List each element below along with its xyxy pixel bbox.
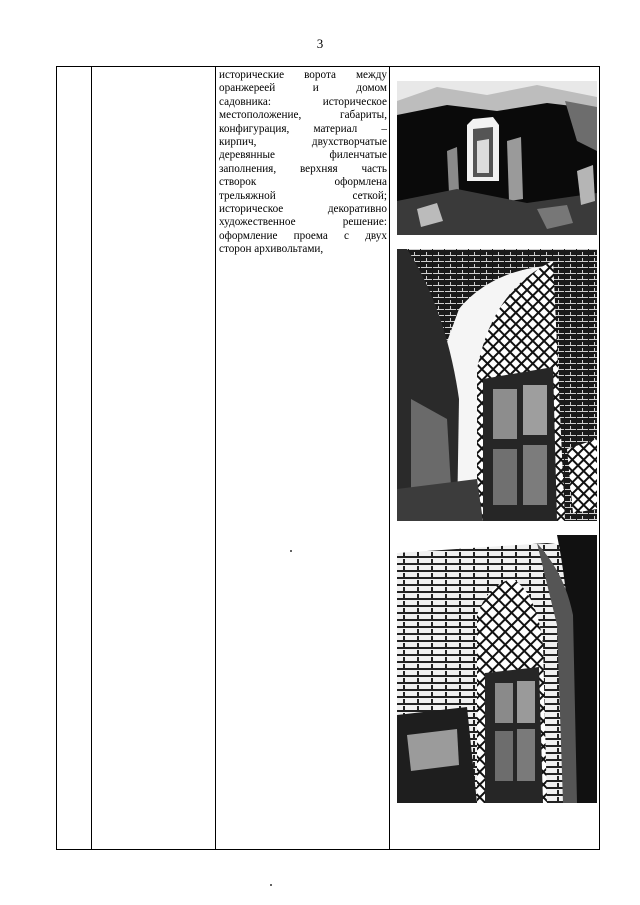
description-cell: [219, 69, 387, 257]
photo-1-image: [397, 81, 597, 235]
photo-2: [397, 249, 597, 521]
description-line: трельяжной сеткой;: [219, 189, 387, 202]
photo-1: [397, 81, 597, 235]
description-line: местоположение, габариты,: [219, 109, 387, 122]
description-line: заполнения, верхняя часть: [219, 162, 387, 175]
table-column-divider-3: [389, 67, 390, 849]
description-line: створок оформлена: [219, 176, 387, 189]
photo-3-image: [397, 535, 597, 803]
description-line: садовника: историческое: [219, 95, 387, 108]
description-line: оформление проема с двух: [219, 229, 387, 242]
scan-speck: [270, 884, 272, 886]
description-line: кирпич, двухстворчатые: [219, 136, 387, 149]
description-line: художественное решение:: [219, 216, 387, 229]
description-line: оранжереей и домом: [219, 82, 387, 95]
description-line: исторические ворота между: [219, 69, 387, 81]
description-line: сторон архивольтами,: [219, 243, 324, 256]
description-line: историческое декоративно: [219, 203, 387, 216]
description-line: конфигурация, материал –: [219, 122, 387, 135]
page-number: 3: [316, 36, 324, 51]
description-line: деревянные филенчатые: [219, 149, 387, 162]
document-table: [56, 66, 600, 850]
table-column-divider-1: [91, 67, 92, 849]
photo-3: [397, 535, 597, 803]
scan-speck: [290, 550, 292, 552]
table-column-divider-2: [215, 67, 216, 849]
photo-2-image: [397, 249, 597, 521]
